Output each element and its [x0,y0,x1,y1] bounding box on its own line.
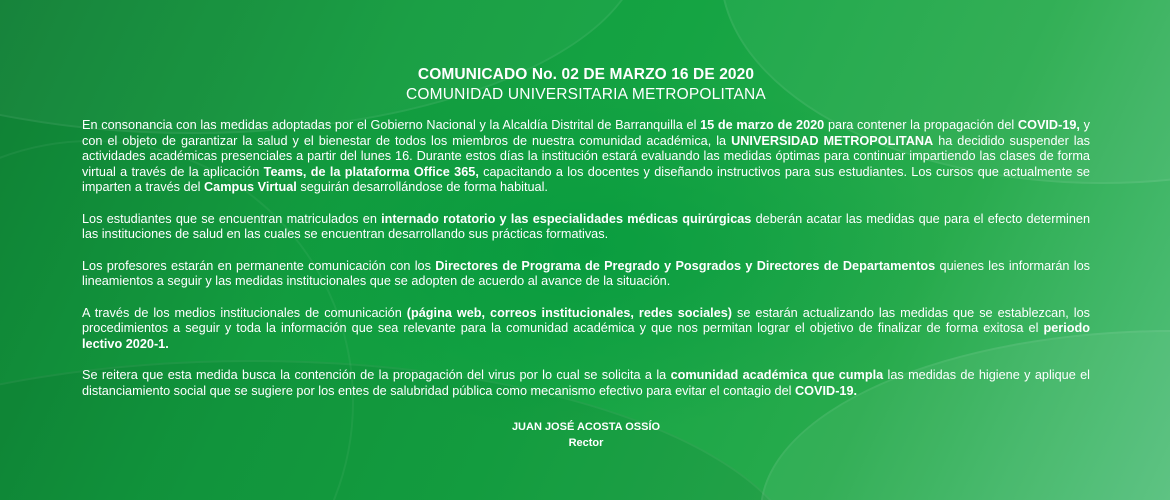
signature-block [82,419,1090,451]
body-text: se estarán actualizando las medidas que se establezcan, los procedimientos a seguir y toda la información que sea relevante para la comunidad académica y que nos permitan lograr el objetivo de finalizar de forma exitosa el [82,305,1091,335]
body-text: las medidas de higiene y aplique el distanciamiento social que se sugiere por los entes de salubridad pública como mecanismo efectivo para evitar el contagio del [82,368,1090,398]
announcement-content [82,66,1090,451]
body-text: quienes les informarán los lineamientos a seguir y las medidas institucionales que se adopten de acuerdo al avance de la situación. [82,258,1091,288]
body-text: capacitando a los docentes y diseñando instructivos para sus estudiantes. Los cursos que actualmente se imparten a través del [82,164,1090,194]
emphasis-text: periodo lectivo 2020-1. [82,321,1090,351]
announcement-title: COMUNICADO No. 02 DE MARZO 16 DE 2020 [417,66,755,83]
signatory-name: JUAN JOSÉ ACOSTA OSSÍO [511,421,661,433]
emphasis-text: internado rotatorio y las especialidades médicas quirúrgicas [381,211,752,226]
body-text: Se reitera que esta medida busca la contención de la propagación del virus por lo cual se solicita a la [82,368,671,382]
emphasis-text: comunidad académica que cumpla [670,368,884,382]
emphasis-text: 15 de marzo de 2020 [700,118,825,132]
body-paragraph [82,259,1090,290]
body-text: Los estudiantes que se encuentran matriculados en [82,211,382,226]
emphasis-text: (página web, correos institucionales, redes sociales) [406,305,733,320]
body-text: ha decidido suspender las actividades académicas presenciales a partir del lunes 16. Durante estos días la institución estará evaluando las medidas óptimas para continuar impartiendo las clases de forma virtual a través de la aplicación [82,133,1091,179]
body-text: deberán acatar las medidas que para el efecto determinen las instituciones de salud en las cuales se encuentran desarrollando sus prácticas formativas. [82,211,1091,241]
emphasis-text: Campus Virtual [204,180,297,194]
announcement-body [82,118,1090,399]
emphasis-text: UNIVERSIDAD METROPOLITANA [731,133,934,148]
body-text: Los profesores estarán en permanente comunicación con los [82,258,436,273]
emphasis-text: COVID-19. [795,383,858,398]
body-text: A través de los medios institucionales de comunicación [82,305,407,320]
body-text: En consonancia con las medidas adoptadas por el Gobierno Nacional y la Alcaldía Distrital de Barranquilla el [82,118,701,132]
emphasis-text: COVID-19, [1017,118,1080,132]
body-paragraph [82,306,1090,353]
signatory-role: Rector [568,437,604,449]
body-paragraph [82,118,1090,196]
body-paragraph [82,368,1090,399]
body-text: y con el objeto de garantizar la salud y el bienestar de todos los miembros de nuestra comunidad académica, la [82,118,1091,148]
body-text: para contener la propagación del [824,118,1018,132]
emphasis-text: Teams, de la plataforma Office 365, [263,164,479,179]
announcement-subtitle: COMUNIDAD UNIVERSITARIA METROPOLITANA [406,86,766,103]
emphasis-text: Directores de Programa de Pregrado y Posgrados y Directores de Departamentos [435,258,936,273]
body-paragraph [82,212,1090,243]
body-text: seguirán desarrollándose de forma habitual. [296,180,548,194]
